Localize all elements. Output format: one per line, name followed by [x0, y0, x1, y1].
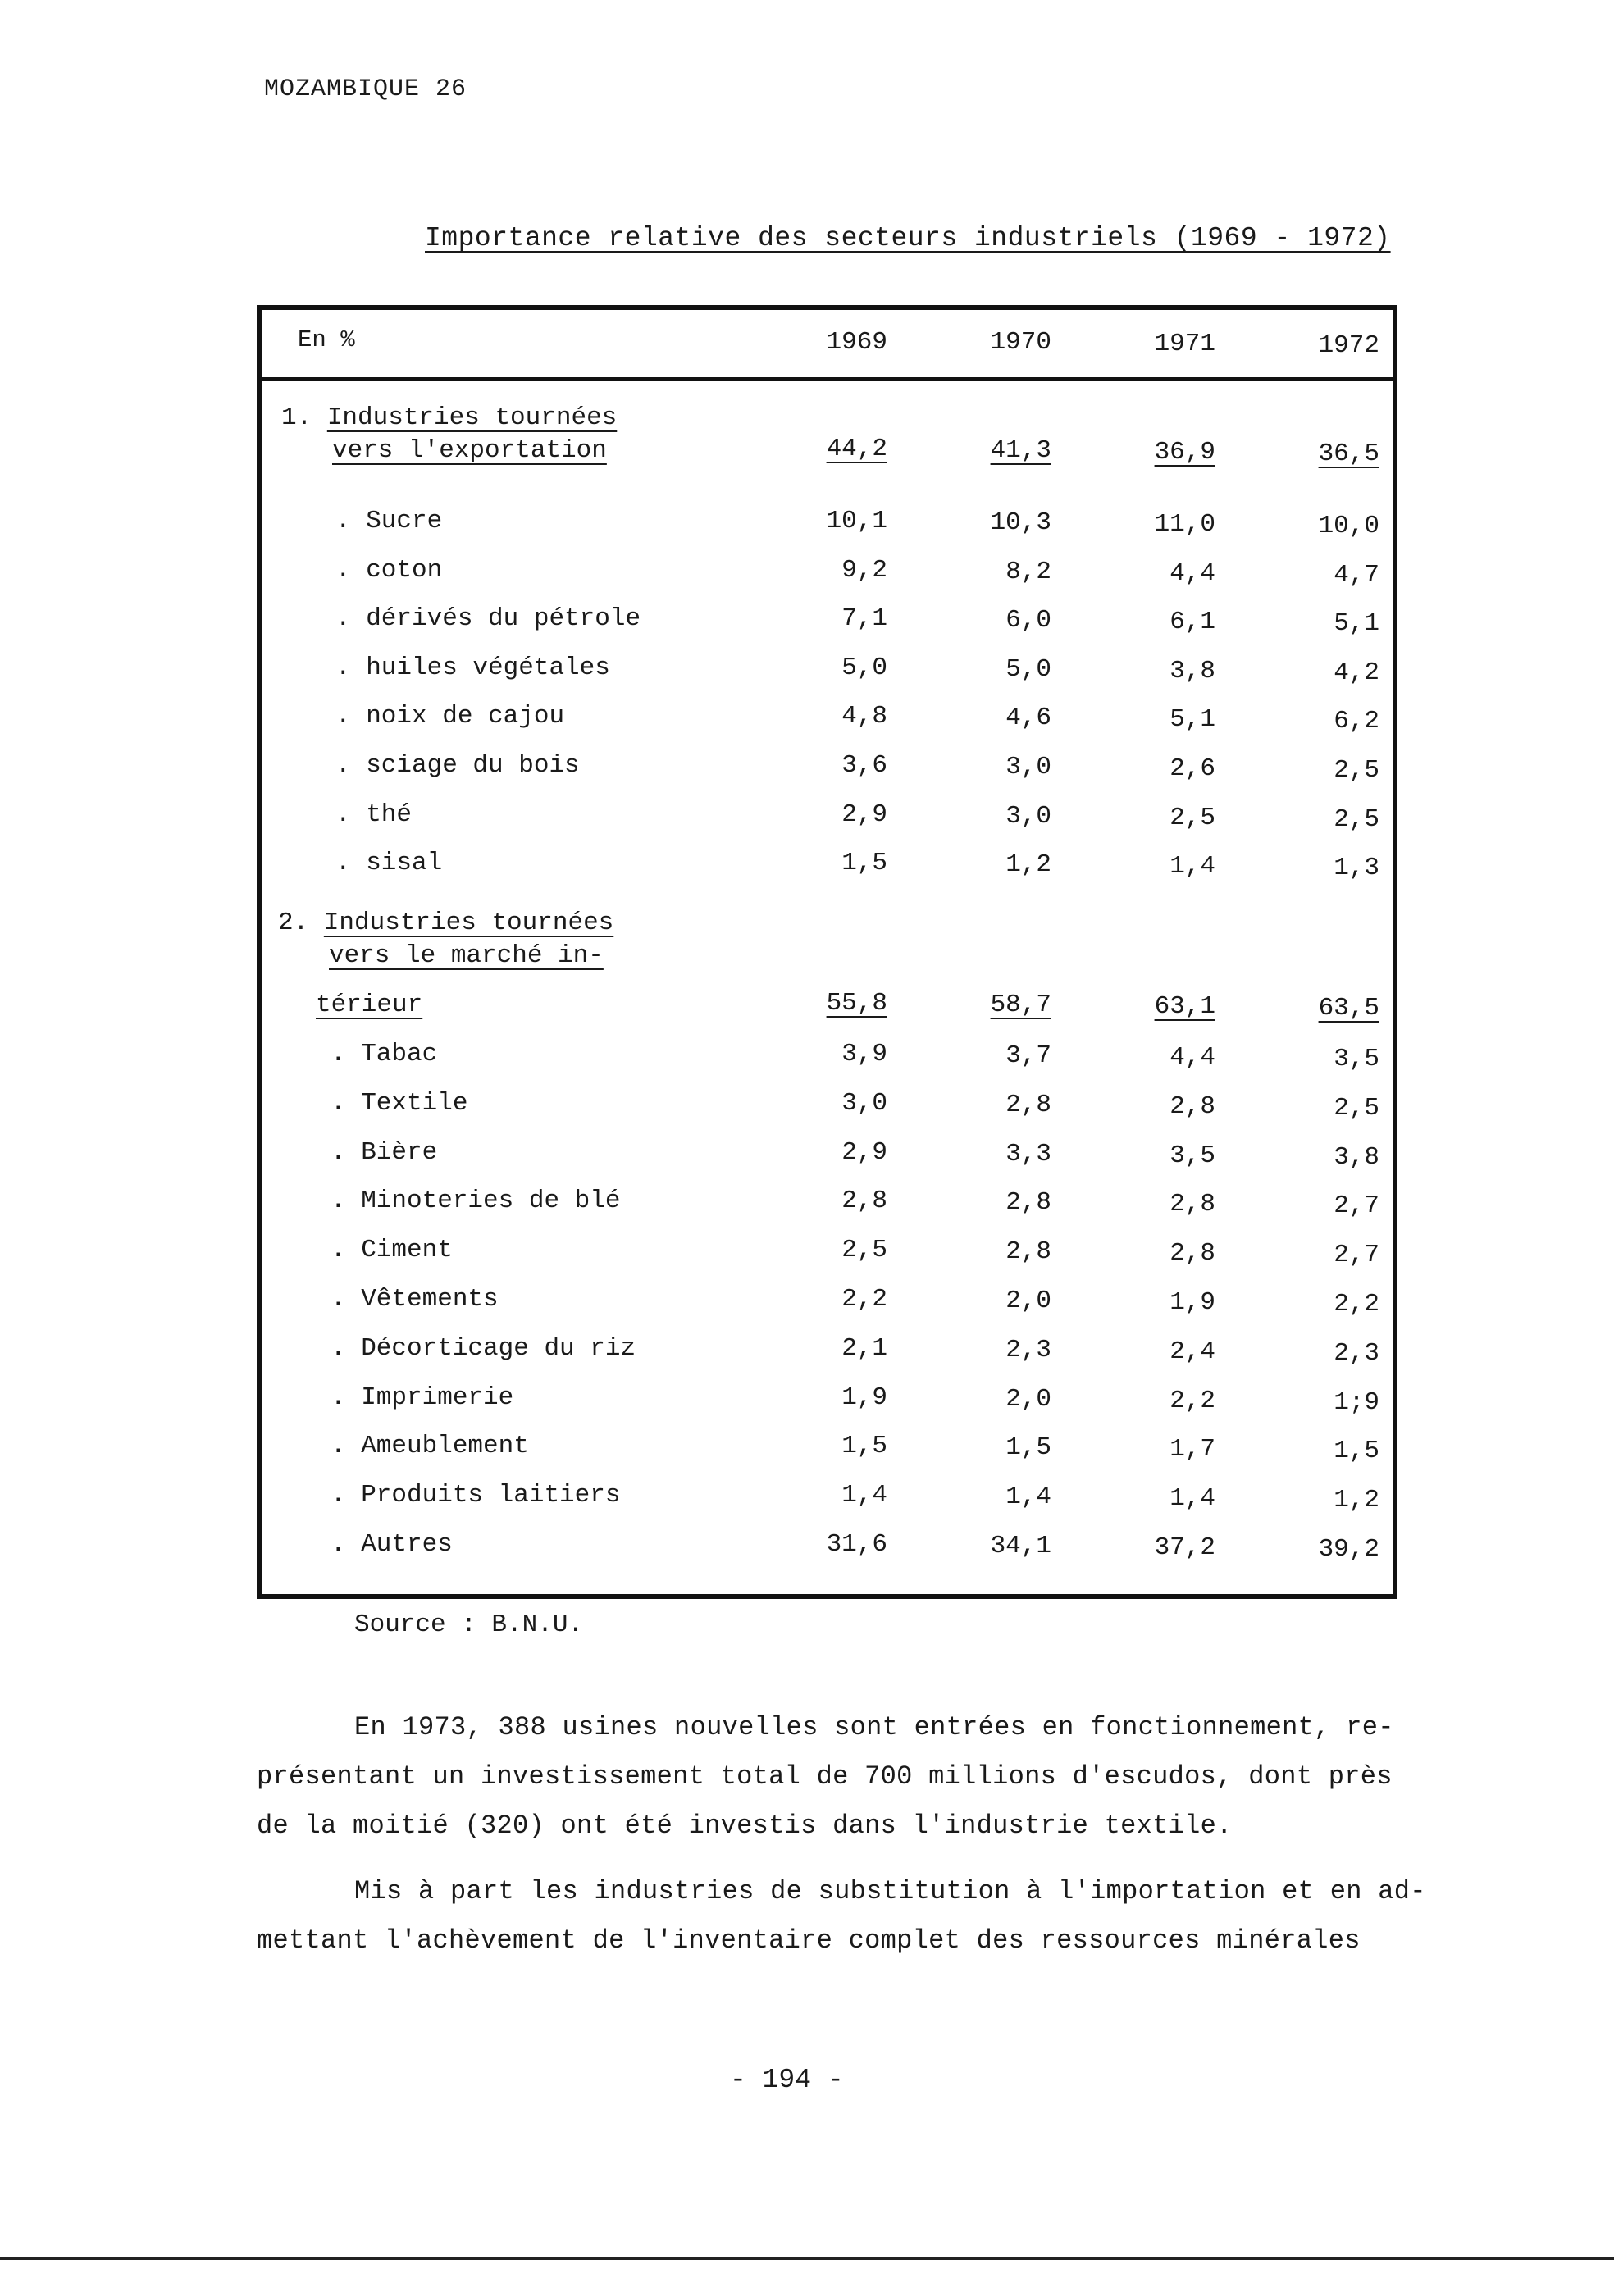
row-label: . Textile — [331, 1088, 468, 1118]
year-1969: 1969 — [826, 328, 887, 357]
row-value-1972: 2,5 — [1334, 1093, 1379, 1123]
row-value-1971: 37,2 — [1154, 1533, 1215, 1562]
row-value-1971: 1,4 — [1169, 1484, 1215, 1514]
row-value-1970: 3,0 — [1005, 801, 1051, 831]
row-value-1971: 3,5 — [1169, 1141, 1215, 1170]
paragraph2-line2: mettant l'achèvement de l'inventaire complet des ressources minérales — [257, 1925, 1361, 1956]
row-value-1972: 1;9 — [1334, 1387, 1379, 1417]
row-value-1969: 1,4 — [841, 1481, 887, 1510]
row-value-1971: 3,8 — [1169, 656, 1215, 686]
row-value-1969: 3,9 — [841, 1040, 887, 1068]
bottom-rule — [0, 2257, 1614, 2260]
row-value-1970: 5,0 — [1005, 654, 1051, 684]
row-value-1971: 6,1 — [1169, 608, 1215, 637]
section1-label-line1 — [281, 403, 617, 432]
row-label: . Minoteries de blé — [331, 1187, 621, 1216]
row-value-1972: 6,2 — [1334, 707, 1379, 736]
row-value-1969: 1,5 — [841, 849, 887, 878]
section2-label-line1 — [278, 909, 613, 937]
row-value-1972: 2,2 — [1334, 1290, 1379, 1319]
row-value-1969: 1,9 — [841, 1383, 887, 1412]
row-value-1972: 10,0 — [1318, 512, 1379, 540]
row-value-1970: 1,4 — [1005, 1483, 1051, 1512]
row-value-1972: 39,2 — [1318, 1535, 1379, 1564]
row-value-1972: 3,8 — [1334, 1142, 1379, 1172]
paragraph1-line3: de la moitié (320) ont été investis dans l'industrie textile. — [257, 1811, 1233, 1841]
row-value-1969: 2,1 — [841, 1333, 887, 1363]
document-header: MOZAMBIQUE 26 — [264, 75, 467, 103]
row-value-1971: 2,8 — [1169, 1239, 1215, 1269]
row-label: . sisal — [335, 849, 443, 878]
row-value-1970: 3,0 — [1005, 753, 1051, 781]
row-label: . Imprimerie — [331, 1383, 514, 1412]
row-value-1970: 2,3 — [1005, 1335, 1051, 1364]
row-value-1972: 2,7 — [1334, 1191, 1379, 1221]
row-label: . Décorticage du riz — [331, 1333, 636, 1363]
row-value-1971: 2,8 — [1169, 1190, 1215, 1219]
row-label: . Vêtements — [331, 1285, 499, 1314]
row-value-1972: 2,3 — [1334, 1338, 1379, 1368]
header-rule — [262, 377, 1393, 381]
row-value-1969: 7,1 — [841, 604, 887, 634]
section1-label-line2: vers l'exportation — [332, 436, 607, 465]
row-value-1969: 2,2 — [841, 1285, 887, 1314]
row-value-1970: 3,7 — [1005, 1041, 1051, 1070]
section2-prefix: 2. — [278, 909, 324, 937]
section2-total-1972: 63,5 — [1318, 994, 1379, 1023]
section2-total-1969: 55,8 — [826, 989, 887, 1018]
section1-total-1972: 36,5 — [1318, 440, 1379, 468]
row-value-1971: 2,2 — [1169, 1386, 1215, 1415]
row-value-1969: 4,8 — [841, 702, 887, 731]
row-value-1970: 4,6 — [1005, 704, 1051, 733]
row-value-1972: 1,2 — [1334, 1486, 1379, 1515]
section1-total-1971: 36,9 — [1154, 438, 1215, 467]
row-value-1970: 2,8 — [1005, 1188, 1051, 1218]
row-value-1971: 5,1 — [1169, 705, 1215, 735]
table-title: Importance relative des secteurs industriels (1969 - 1972) — [425, 223, 1391, 253]
section1-total-1969: 44,2 — [826, 435, 887, 463]
row-label: . Tabac — [331, 1040, 438, 1068]
section1-title: Industries tournées — [326, 403, 618, 432]
row-value-1970: 2,0 — [1005, 1287, 1051, 1315]
row-value-1971: 2,8 — [1169, 1091, 1215, 1121]
row-value-1972: 2,5 — [1334, 756, 1379, 785]
row-value-1971: 11,0 — [1154, 510, 1215, 539]
row-value-1972: 2,5 — [1334, 804, 1379, 834]
section2-total-1971: 63,1 — [1154, 992, 1215, 1021]
row-label: . noix de cajou — [335, 702, 565, 731]
page-number: - 194 - — [730, 2065, 844, 2095]
paragraph1-line1: En 1973, 388 usines nouvelles sont entrées en fonctionnement, re- — [354, 1712, 1394, 1742]
row-label: . dérivés du pétrole — [335, 604, 641, 634]
section2-label-line2: vers le marché in- — [329, 941, 604, 970]
section2-title: Industries tournées — [323, 909, 614, 937]
section1-prefix: 1. — [281, 403, 327, 432]
year-1970: 1970 — [990, 328, 1051, 357]
row-label: . huiles végétales — [335, 653, 610, 682]
paragraph1-line2: présentant un investissement total de 700 millions d'escudos, dont près — [257, 1761, 1393, 1792]
row-label: . thé — [335, 800, 413, 829]
year-1971: 1971 — [1154, 330, 1215, 358]
row-value-1970: 3,3 — [1005, 1139, 1051, 1168]
row-label: . Autres — [331, 1530, 453, 1559]
row-value-1971: 1,4 — [1169, 852, 1215, 882]
row-value-1972: 2,7 — [1334, 1241, 1379, 1270]
row-value-1969: 31,6 — [826, 1530, 887, 1559]
row-value-1970: 6,0 — [1005, 606, 1051, 636]
row-value-1972: 1,5 — [1334, 1437, 1379, 1466]
row-value-1970: 1,5 — [1005, 1433, 1051, 1463]
section2-total-1970: 58,7 — [990, 991, 1051, 1019]
year-1972: 1972 — [1318, 331, 1379, 360]
section1-total-1970: 41,3 — [990, 436, 1051, 465]
row-value-1970: 2,8 — [1005, 1090, 1051, 1119]
row-value-1969: 2,9 — [841, 800, 887, 829]
paragraph2-line1: Mis à part les industries de substitution à l'importation et en ad- — [354, 1876, 1426, 1906]
row-label: . Ameublement — [331, 1432, 529, 1461]
row-value-1970: 8,2 — [1005, 557, 1051, 586]
row-label: . Bière — [331, 1137, 438, 1167]
row-value-1969: 5,0 — [841, 653, 887, 682]
row-value-1972: 5,1 — [1334, 609, 1379, 639]
row-value-1971: 4,4 — [1169, 1043, 1215, 1072]
row-value-1969: 10,1 — [826, 507, 887, 535]
data-table — [257, 305, 1397, 1599]
row-value-1969: 2,9 — [841, 1137, 887, 1167]
row-label: . Sucre — [335, 507, 443, 535]
row-value-1969: 2,5 — [841, 1236, 887, 1265]
section2-label-line3: térieur — [316, 991, 423, 1019]
row-label: . Produits laitiers — [331, 1481, 621, 1510]
row-label: . Ciment — [331, 1236, 453, 1265]
row-value-1969: 3,6 — [841, 751, 887, 780]
row-value-1970: 34,1 — [990, 1532, 1051, 1560]
row-value-1969: 2,8 — [841, 1187, 887, 1216]
row-value-1971: 1,7 — [1169, 1435, 1215, 1465]
row-value-1970: 2,8 — [1005, 1237, 1051, 1267]
row-value-1972: 4,7 — [1334, 560, 1379, 590]
row-value-1969: 3,0 — [841, 1088, 887, 1118]
row-value-1971: 1,9 — [1169, 1288, 1215, 1317]
row-value-1970: 1,2 — [1005, 850, 1051, 880]
row-value-1971: 2,4 — [1169, 1337, 1215, 1366]
row-label: . sciage du bois — [335, 751, 580, 780]
row-value-1969: 9,2 — [841, 555, 887, 585]
row-value-1971: 4,4 — [1169, 558, 1215, 588]
row-value-1969: 1,5 — [841, 1432, 887, 1461]
row-value-1970: 2,0 — [1005, 1384, 1051, 1414]
row-value-1972: 3,5 — [1334, 1045, 1379, 1073]
row-value-1970: 10,3 — [990, 508, 1051, 537]
row-label: . coton — [335, 555, 443, 585]
unit-label: En % — [298, 326, 355, 353]
row-value-1972: 1,3 — [1334, 854, 1379, 883]
source-note: Source : B.N.U. — [354, 1610, 584, 1639]
row-value-1972: 4,2 — [1334, 658, 1379, 687]
row-value-1971: 2,6 — [1169, 754, 1215, 783]
row-value-1971: 2,5 — [1169, 803, 1215, 832]
